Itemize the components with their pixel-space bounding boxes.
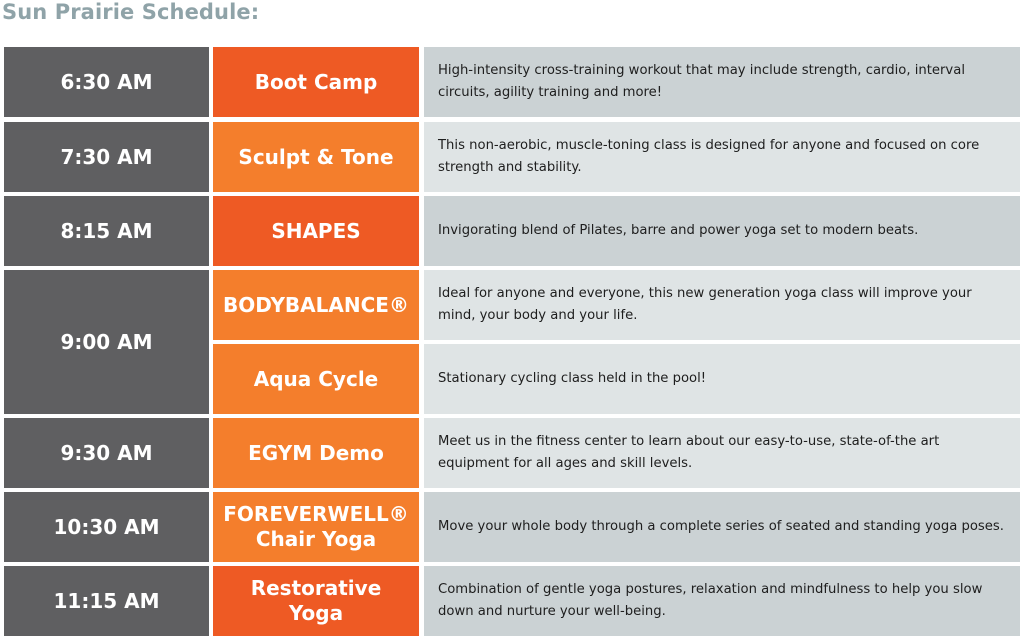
class-name-line: Restorative bbox=[250, 576, 382, 600]
class-name-cell: BODYBALANCE® bbox=[213, 270, 419, 340]
class-name-cell bbox=[213, 566, 419, 636]
time-cell: 11:15 AM bbox=[4, 566, 209, 636]
class-description-cell: Move your whole body through a complete series of seated and standing yoga poses. bbox=[424, 492, 1020, 562]
class-description-cell: Stationary cycling class held in the pool! bbox=[424, 344, 1020, 414]
class-name-line: Yoga bbox=[288, 601, 344, 625]
class-description-cell: Invigorating blend of Pilates, barre and power yoga set to modern beats. bbox=[424, 196, 1020, 266]
class-name-cell: Aqua Cycle bbox=[213, 344, 419, 414]
class-name-line: FOREVERWELL® bbox=[223, 502, 409, 526]
class-description-cell: Combination of gentle yoga postures, relaxation and mindfulness to help you slow down and nurture your well-being. bbox=[424, 566, 1020, 636]
class-name-cell: EGYM Demo bbox=[213, 418, 419, 488]
class-description-cell: Meet us in the fitness center to learn about our easy-to-use, state-of-the art equipment for all ages and skill levels. bbox=[424, 418, 1020, 488]
class-name-cell: SHAPES bbox=[213, 196, 419, 266]
time-cell: 10:30 AM bbox=[4, 492, 209, 562]
class-name-cell: Sculpt & Tone bbox=[213, 122, 419, 192]
time-cell: 7:30 AM bbox=[4, 122, 209, 192]
class-name-line: Chair Yoga bbox=[255, 527, 377, 551]
page-title: Sun Prairie Schedule: bbox=[2, 0, 260, 24]
class-name-cell bbox=[213, 492, 419, 562]
time-cell: 8:15 AM bbox=[4, 196, 209, 266]
class-description-cell: Ideal for anyone and everyone, this new generation yoga class will improve your mind, your body and your life. bbox=[424, 270, 1020, 340]
class-description-cell: High-intensity cross-training workout that may include strength, cardio, interval circuits, agility training and more! bbox=[424, 47, 1020, 117]
class-name-cell: Boot Camp bbox=[213, 47, 419, 117]
class-description-cell: This non-aerobic, muscle-toning class is designed for anyone and focused on core strength and stability. bbox=[424, 122, 1020, 192]
time-cell: 9:00 AM bbox=[4, 270, 209, 414]
time-cell: 9:30 AM bbox=[4, 418, 209, 488]
time-cell: 6:30 AM bbox=[4, 47, 209, 117]
